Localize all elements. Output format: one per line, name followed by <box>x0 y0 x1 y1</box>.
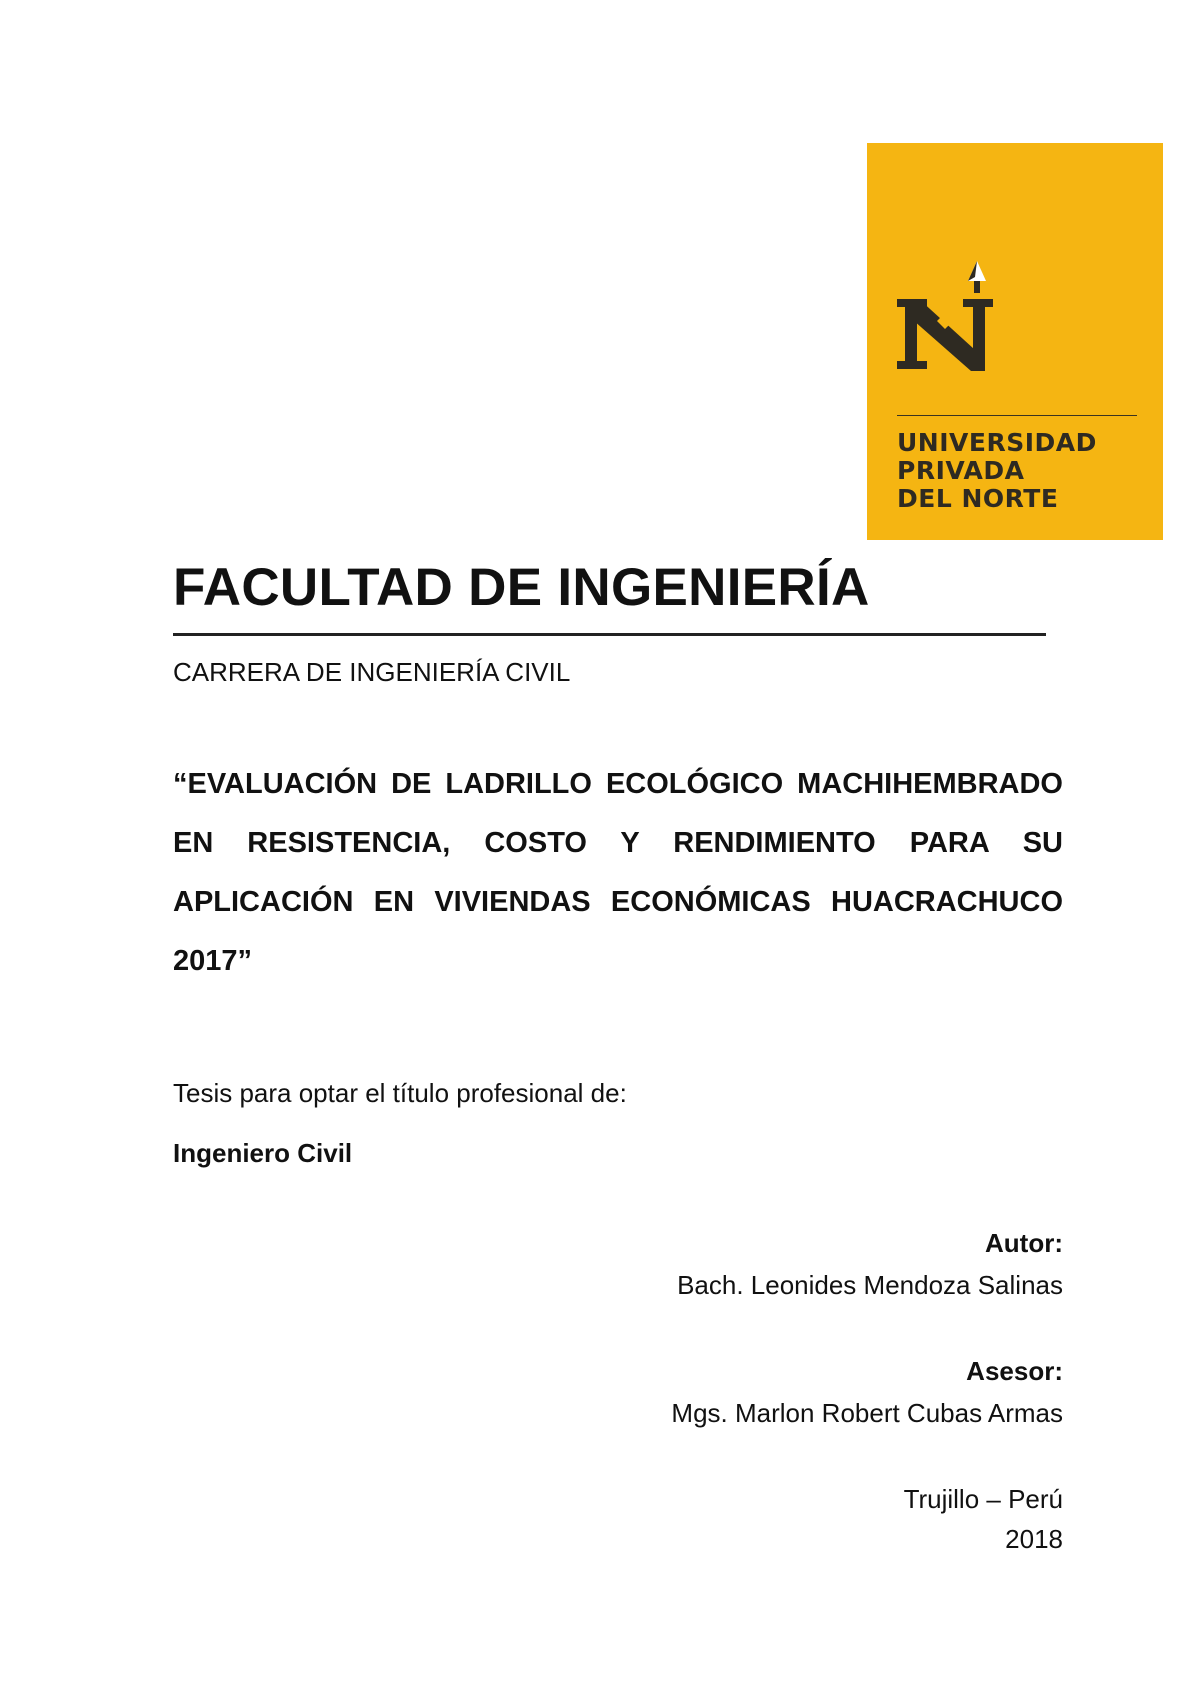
degree-name: Ingeniero Civil <box>173 1138 353 1168</box>
university-name-line-3: DEL NORTE <box>897 484 1059 513</box>
advisor-label: Asesor: <box>966 1356 1063 1386</box>
advisor-name: Mgs. Marlon Robert Cubas Armas <box>671 1398 1063 1428</box>
author-name: Bach. Leonides Mendoza Salinas <box>677 1270 1063 1300</box>
university-logo <box>867 143 1163 540</box>
university-name-line-1: UNIVERSIDAD <box>897 428 1097 457</box>
university-n-logo-icon <box>897 261 997 371</box>
place: Trujillo – Perú <box>903 1484 1063 1514</box>
year: 2018 <box>1005 1524 1063 1554</box>
faculty-heading: FACULTAD DE INGENIERÍA <box>173 558 870 617</box>
logo-divider <box>897 415 1137 416</box>
career-name: CARRERA DE INGENIERÍA CIVIL <box>173 657 571 687</box>
university-name-line-2: PRIVADA <box>897 456 1025 485</box>
thesis-title: “EVALUACIÓN DE LADRILLO ECOLÓGICO MACHIHEMBRADO EN RESISTENCIA, COSTO Y RENDIMIENTO PARA SU APLICACIÓN EN VIVIENDAS ECONÓMICAS HUACRACHUCO 2017” <box>173 768 1063 977</box>
heading-divider <box>173 633 1046 636</box>
author-label: Autor: <box>985 1228 1063 1258</box>
university-name <box>897 429 1097 513</box>
degree-intro: Tesis para optar el título profesional de: <box>173 1078 627 1108</box>
